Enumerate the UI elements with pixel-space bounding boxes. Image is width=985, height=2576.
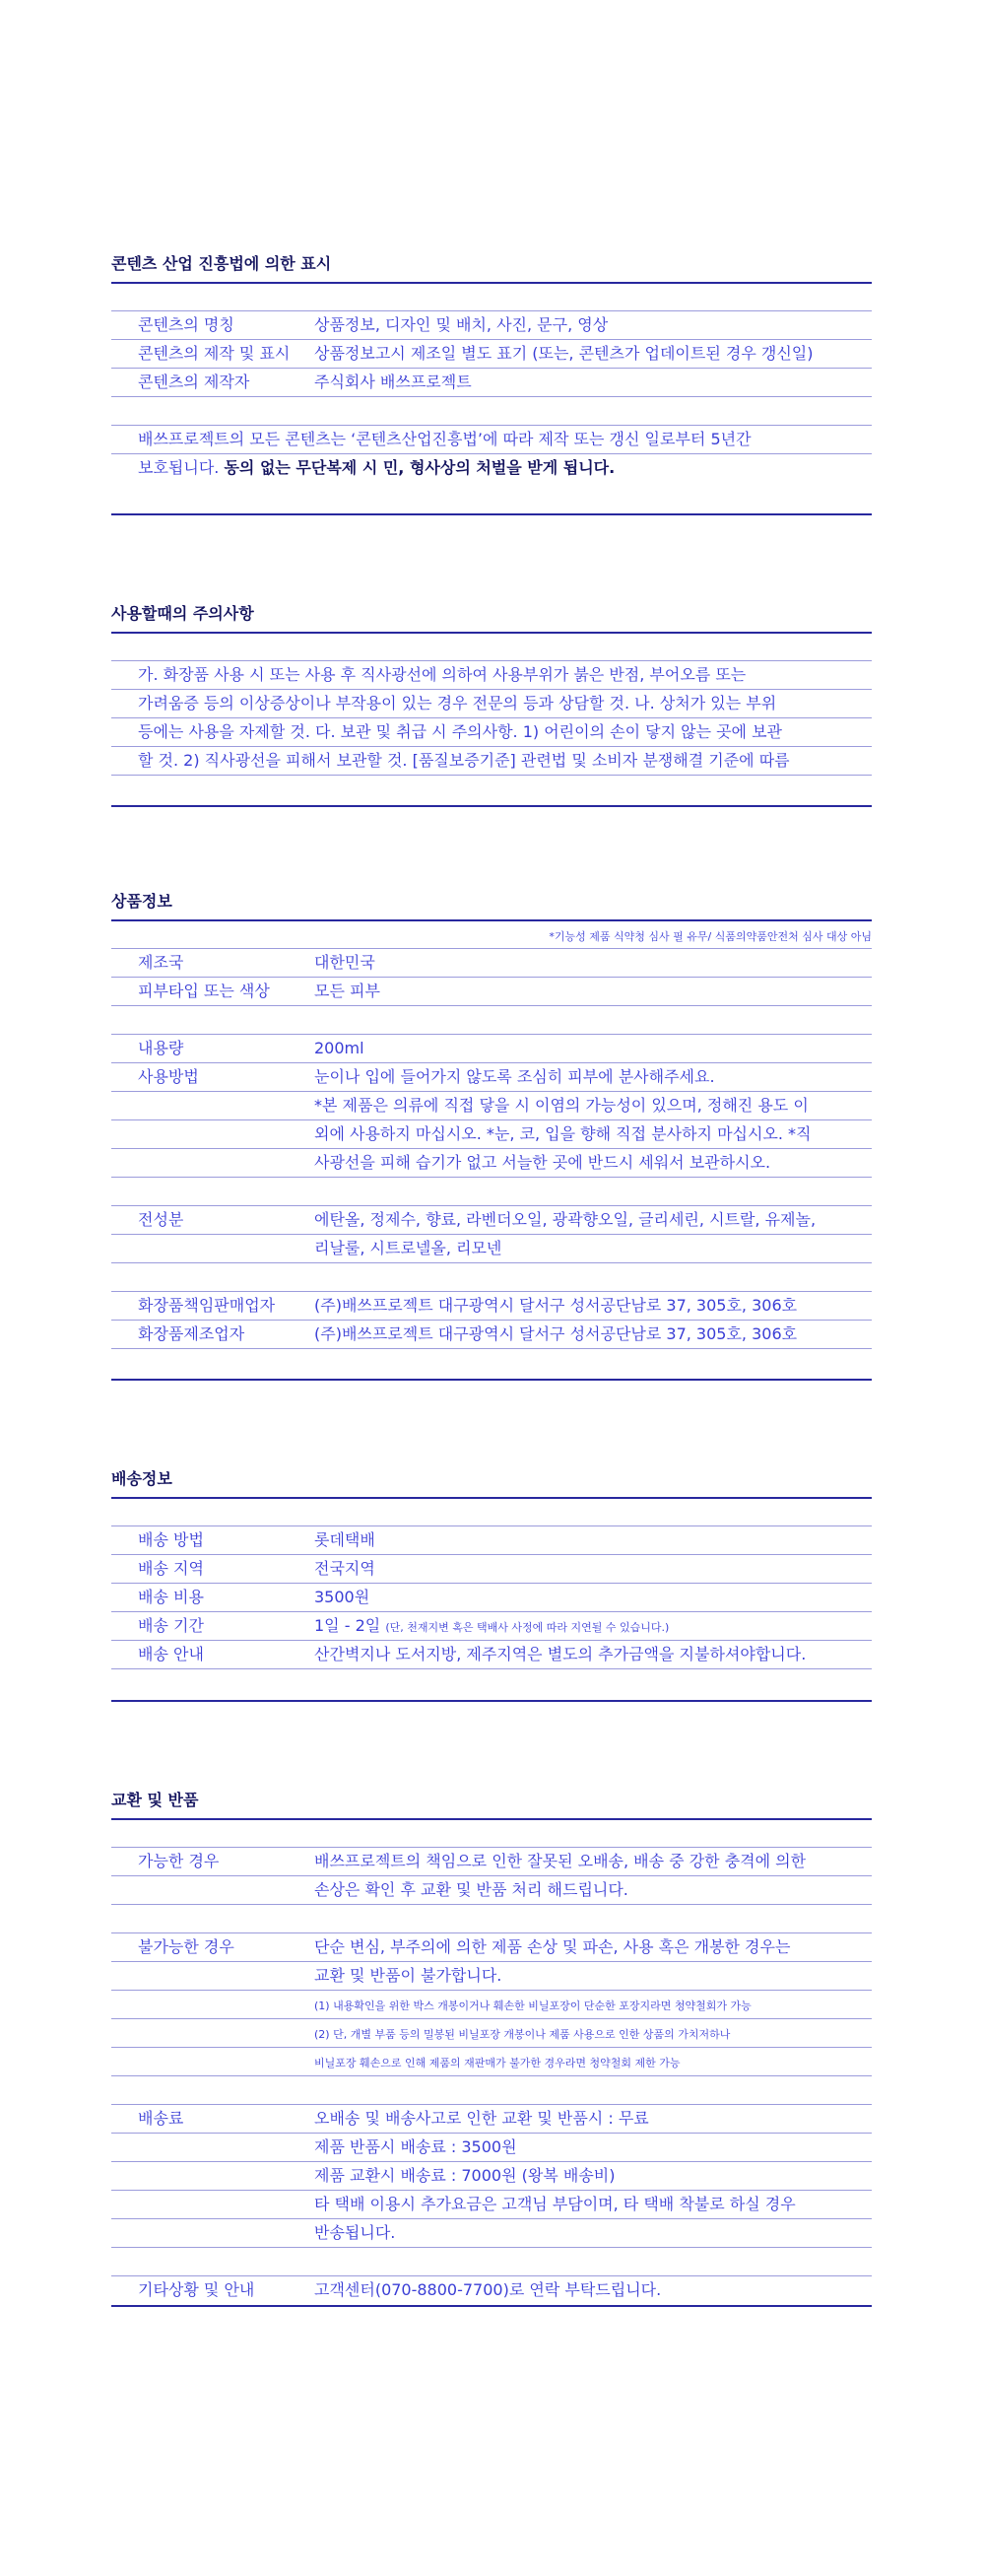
table-row bbox=[111, 1205, 872, 1234]
table-row bbox=[111, 2275, 872, 2304]
section-rule bbox=[111, 919, 872, 921]
row-value: 산간벽지나 도서지방, 제주지역은 별도의 추가금액을 지불하셔야합니다. bbox=[314, 1645, 807, 1663]
text-line bbox=[111, 746, 872, 775]
row-value: 제품 반품시 배송료 : 3500원 bbox=[314, 2137, 517, 2156]
caution-line: 가려움증 등의 이상증상이나 부작용이 있는 경우 전문의 등과 상담할 것. 나. 상처가 있는 부위 bbox=[138, 694, 777, 712]
divider bbox=[111, 1668, 872, 1669]
row-label: 가능한 경우 bbox=[138, 1852, 220, 1870]
text-line bbox=[111, 660, 872, 689]
row-value: 타 택배 이용시 추가요금은 고객님 부담이며, 타 택배 착불로 하실 경우 bbox=[314, 2195, 796, 2213]
notice-text: 배쓰프로젝트의 모든 콘텐츠는 ‘콘텐츠산업진흥법’에 따라 제작 또는 갱신 일로부터 5년간 bbox=[138, 430, 752, 448]
row-value: 리날룰, 시트로넬올, 리모넨 bbox=[314, 1239, 502, 1257]
text-line bbox=[111, 689, 872, 717]
section-rule bbox=[111, 282, 872, 284]
divider bbox=[111, 2075, 872, 2076]
row-value: (주)배쓰프로젝트 대구광역시 달서구 성서공단남로 37, 305호, 306호 bbox=[314, 1324, 798, 1343]
section-title: 교환 및 반품 bbox=[111, 1791, 199, 1809]
row-label: 제조국 bbox=[138, 953, 184, 972]
row-value: 단순 변심, 부주의에 의한 제품 손상 및 파손, 사용 혹은 개봉한 경우는 bbox=[314, 1937, 791, 1956]
divider bbox=[111, 1262, 872, 1263]
row-label: 콘텐츠의 제작 및 표시 bbox=[138, 344, 291, 363]
section-end-rule bbox=[111, 513, 872, 515]
row-label: 배송 기간 bbox=[138, 1616, 204, 1635]
row-value: 대한민국 bbox=[314, 953, 375, 972]
divider bbox=[111, 1177, 872, 1178]
table-row bbox=[111, 1291, 872, 1320]
table-row bbox=[111, 1119, 872, 1148]
row-label: 콘텐츠의 제작자 bbox=[138, 373, 250, 391]
divider bbox=[111, 1005, 872, 1006]
section-rule bbox=[111, 632, 872, 634]
row-label: 내용량 bbox=[138, 1039, 184, 1057]
caution-line: 가. 화장품 사용 시 또는 사용 후 직사광선에 의하여 사용부위가 붉은 반점, 부어오름 또는 bbox=[138, 665, 747, 684]
table-row bbox=[111, 1554, 872, 1583]
row-value: 고객센터(070-8800-7700)로 연락 부탁드립니다. bbox=[314, 2280, 662, 2299]
table-row bbox=[111, 1611, 872, 1640]
divider bbox=[111, 2247, 872, 2248]
section-title: 사용할때의 주의사항 bbox=[111, 604, 254, 623]
notice-text bbox=[138, 458, 615, 478]
table-row bbox=[111, 2047, 872, 2075]
table-row bbox=[111, 1583, 872, 1611]
row-value: 200ml bbox=[314, 1039, 364, 1057]
row-value: 오배송 및 배송사고로 인한 교환 및 반품시 : 무료 bbox=[314, 2109, 649, 2128]
section-end-rule bbox=[111, 1379, 872, 1381]
divider bbox=[111, 775, 872, 776]
row-value bbox=[314, 1616, 669, 1638]
row-value: 반송됩니다. bbox=[314, 2223, 396, 2242]
row-value: 상품정보, 디자인 및 배치, 사진, 문구, 영상 bbox=[314, 315, 609, 334]
row-value: 제품 교환시 배송료 : 7000원 (왕복 배송비) bbox=[314, 2166, 616, 2185]
period-value: 1일 - 2일 bbox=[314, 1616, 381, 1635]
divider bbox=[111, 1348, 872, 1349]
table-row bbox=[111, 368, 872, 396]
row-value: (주)배쓰프로젝트 대구광역시 달서구 성서공단남로 37, 305호, 306호 bbox=[314, 1296, 798, 1315]
section-rule bbox=[111, 1497, 872, 1499]
row-value: 상품정보고시 제조일 별도 표기 (또는, 콘텐츠가 업데이트된 경우 갱신일) bbox=[314, 344, 814, 363]
table-row bbox=[111, 1875, 872, 1904]
table-row bbox=[111, 977, 872, 1005]
row-value: 교환 및 반품이 불가합니다. bbox=[314, 1966, 502, 1985]
divider bbox=[111, 396, 872, 397]
row-value: 에탄올, 정제수, 향료, 라벤더오일, 광곽향오일, 글리세린, 시트랄, 유제놀, bbox=[314, 1210, 817, 1229]
row-label: 화장품제조업자 bbox=[138, 1324, 245, 1343]
row-label: 배송 지역 bbox=[138, 1559, 204, 1578]
row-value: 외에 사용하지 마십시오. *눈, 코, 입을 향해 직접 분사하지 마십시오. *직 bbox=[314, 1124, 812, 1143]
row-label: 배송 방법 bbox=[138, 1530, 204, 1549]
caution-line: 할 것. 2) 직사광선을 피해서 보관할 것. [품질보증기준] 관련법 및 소비자 분쟁해결 기준에 따름 bbox=[138, 751, 790, 770]
row-value-small: (2) 단, 개별 부품 등의 밀봉된 비닐포장 개봉이나 제품 사용으로 인한 상품의 가치저하나 bbox=[314, 2028, 731, 2041]
table-row bbox=[111, 2133, 872, 2161]
table-row bbox=[111, 2218, 872, 2247]
row-label: 기타상황 및 안내 bbox=[138, 2280, 255, 2299]
table-row bbox=[111, 1091, 872, 1119]
table-row bbox=[111, 1847, 872, 1875]
table-row bbox=[111, 310, 872, 339]
section-end-rule bbox=[111, 2305, 872, 2307]
table-row bbox=[111, 1234, 872, 1262]
row-label: 배송료 bbox=[138, 2109, 184, 2128]
row-label: 전성분 bbox=[138, 1210, 184, 1229]
row-value: 전국지역 bbox=[314, 1559, 375, 1578]
row-value: 롯데택배 bbox=[314, 1530, 375, 1549]
row-label: 배송 안내 bbox=[138, 1645, 204, 1663]
table-row bbox=[111, 2018, 872, 2047]
row-value: 배쓰프로젝트의 책임으로 인한 잘못된 오배송, 배송 중 강한 충격에 의한 bbox=[314, 1852, 807, 1870]
table-row bbox=[111, 1062, 872, 1091]
table-row bbox=[111, 2161, 872, 2190]
section-title: 콘텐츠 산업 진흥법에 의한 표시 bbox=[111, 254, 332, 273]
row-value: 주식회사 배쓰프로젝트 bbox=[314, 373, 472, 391]
section-title: 배송정보 bbox=[111, 1469, 172, 1488]
table-row bbox=[111, 1961, 872, 1990]
section-end-rule bbox=[111, 1700, 872, 1702]
table-row bbox=[111, 1525, 872, 1554]
divider bbox=[111, 1904, 872, 1905]
notice-text-bold: 동의 없는 무단복제 시 민, 형사상의 처벌을 받게 됩니다. bbox=[224, 458, 616, 477]
table-row bbox=[111, 1990, 872, 2018]
row-value-small: (1) 내용확인을 위한 박스 개봉이거나 훼손한 비닐포장이 단순한 포장지라면 청약철회가 가능 bbox=[314, 2000, 752, 2012]
caution-line: 등에는 사용을 자제할 것. 다. 보관 및 취급 시 주의사항. 1) 어린이의 손이 닿지 않는 곳에 보관 bbox=[138, 722, 783, 741]
text-line bbox=[111, 717, 872, 746]
row-label: 불가능한 경우 bbox=[138, 1937, 234, 1956]
table-row bbox=[111, 1148, 872, 1177]
row-label: 사용방법 bbox=[138, 1067, 199, 1086]
row-value: 눈이나 입에 들어가지 않도록 조심히 피부에 분사해주세요. bbox=[314, 1067, 715, 1086]
table-row bbox=[111, 948, 872, 977]
notice-row bbox=[111, 425, 872, 453]
functional-note: *기능성 제품 식약청 심사 필 유무/ 식품의약품안전처 심사 대상 아님 bbox=[549, 930, 872, 943]
notice-row bbox=[111, 453, 872, 482]
table-row bbox=[111, 1932, 872, 1961]
row-label: 화장품책임판매업자 bbox=[138, 1296, 276, 1315]
table-row bbox=[111, 1034, 872, 1062]
row-label: 콘텐츠의 명칭 bbox=[138, 315, 234, 334]
row-value: 손상은 확인 후 교환 및 반품 처리 해드립니다. bbox=[314, 1880, 628, 1899]
row-value: 사광선을 피해 습기가 없고 서늘한 곳에 반드시 세워서 보관하시오. bbox=[314, 1153, 771, 1172]
row-value: 모든 피부 bbox=[314, 982, 380, 1000]
table-row bbox=[111, 2190, 872, 2218]
notice-text-normal: 보호됩니다. bbox=[138, 458, 220, 477]
section-end-rule bbox=[111, 805, 872, 807]
table-row bbox=[111, 1320, 872, 1348]
table-row bbox=[111, 2104, 872, 2133]
section-title: 상품정보 bbox=[111, 892, 172, 911]
period-note: (단, 천재지변 혹은 택배사 사정에 따라 지연될 수 있습니다.) bbox=[385, 1621, 670, 1634]
section-rule bbox=[111, 1818, 872, 1820]
row-value-small: 비닐포장 훼손으로 인해 제품의 재판매가 불가한 경우라면 청약철회 제한 가능 bbox=[314, 2057, 681, 2069]
row-label: 배송 비용 bbox=[138, 1588, 204, 1606]
row-value: *본 제품은 의류에 직접 닿을 시 이염의 가능성이 있으며, 정해진 용도 이 bbox=[314, 1096, 809, 1115]
table-row bbox=[111, 339, 872, 368]
row-value: 3500원 bbox=[314, 1588, 370, 1606]
table-row bbox=[111, 1640, 872, 1668]
row-label: 피부타입 또는 색상 bbox=[138, 982, 270, 1000]
